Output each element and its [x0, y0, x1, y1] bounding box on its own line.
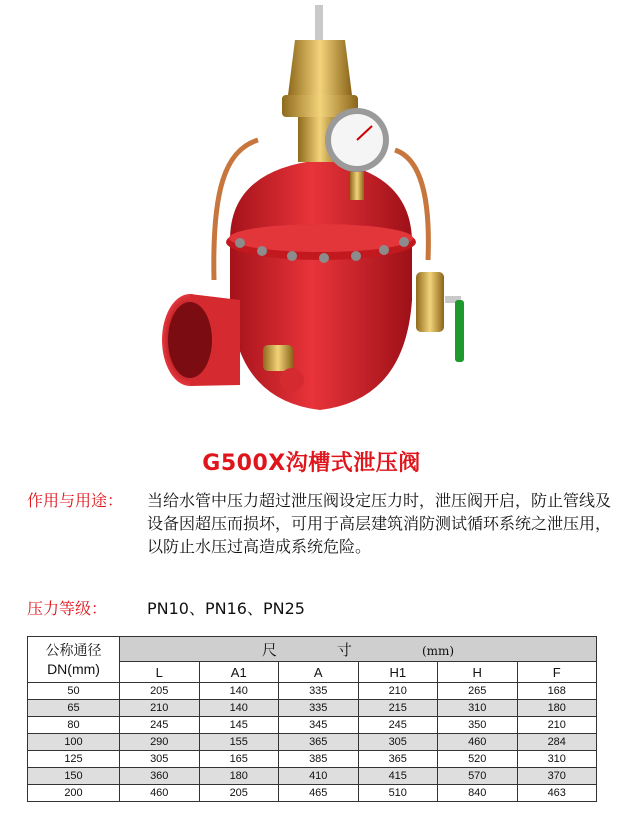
- dn-cell: 80: [28, 717, 120, 734]
- column-header: H1: [358, 662, 438, 683]
- table-cell: 415: [358, 768, 438, 785]
- table-cell: 140: [199, 683, 279, 700]
- table-cell: 168: [517, 683, 597, 700]
- table-cell: 570: [438, 768, 518, 785]
- column-header: L: [120, 662, 200, 683]
- table-cell: 245: [358, 717, 438, 734]
- dn-cell: 65: [28, 700, 120, 717]
- table-row: [28, 734, 597, 751]
- table-row: [28, 785, 597, 802]
- table-cell: 520: [438, 751, 518, 768]
- table-cell: 365: [279, 734, 359, 751]
- column-header: H: [438, 662, 518, 683]
- table-cell: 335: [279, 700, 359, 717]
- table-row: [28, 717, 597, 734]
- table-cell: 460: [120, 785, 200, 802]
- table-cell: 180: [517, 700, 597, 717]
- table-cell: 335: [279, 683, 359, 700]
- usage-label: 作用与用途：: [27, 491, 124, 510]
- table-cell: 465: [279, 785, 359, 802]
- pressure-label: 压力等级：: [27, 599, 108, 618]
- column-header: F: [517, 662, 597, 683]
- table-cell: 350: [438, 717, 518, 734]
- table-cell: 310: [438, 700, 518, 717]
- table-cell: 360: [120, 768, 200, 785]
- pressure-section: [27, 597, 305, 620]
- table-cell: 305: [358, 734, 438, 751]
- table-cell: 165: [199, 751, 279, 768]
- table-cell: 210: [517, 717, 597, 734]
- table-cell: 460: [438, 734, 518, 751]
- usage-text: 当给水管中压力超过泄压阀设定压力时，泄压阀开启，防止管线及设备因超压而损坏，可用于高层建筑消防测试循环系统之泄压用，以防止水压过高造成系统危险。: [147, 491, 612, 556]
- table-row: [28, 700, 597, 717]
- dn-cell: 200: [28, 785, 120, 802]
- dn-cell: 100: [28, 734, 120, 751]
- table-cell: 840: [438, 785, 518, 802]
- valve-image: [150, 0, 470, 430]
- table-cell: 310: [517, 751, 597, 768]
- size-header: 尺寸 (mm): [120, 637, 597, 662]
- table-cell: 215: [358, 700, 438, 717]
- table-cell: 510: [358, 785, 438, 802]
- table-cell: 365: [358, 751, 438, 768]
- dimension-table: [27, 636, 597, 802]
- table-cell: 210: [358, 683, 438, 700]
- table-cell: 210: [120, 700, 200, 717]
- table-cell: 155: [199, 734, 279, 751]
- table-cell: 463: [517, 785, 597, 802]
- table-cell: 245: [120, 717, 200, 734]
- table-cell: 145: [199, 717, 279, 734]
- pressure-value: PN10、PN16、PN25: [147, 599, 305, 618]
- column-header: A1: [199, 662, 279, 683]
- usage-section: [27, 489, 617, 558]
- table-cell: 284: [517, 734, 597, 751]
- dn-cell: 50: [28, 683, 120, 700]
- table-cell: 385: [279, 751, 359, 768]
- table-cell: 345: [279, 717, 359, 734]
- table-cell: 265: [438, 683, 518, 700]
- table-cell: 180: [199, 768, 279, 785]
- product-title: G500X沟槽式泄压阀: [202, 451, 421, 476]
- table-cell: 410: [279, 768, 359, 785]
- dn-cell: 150: [28, 768, 120, 785]
- table-cell: 205: [199, 785, 279, 802]
- table-cell: 305: [120, 751, 200, 768]
- dn-cell: 125: [28, 751, 120, 768]
- table-row: [28, 751, 597, 768]
- table-row: [28, 768, 597, 785]
- table-row: [28, 683, 597, 700]
- table-cell: 370: [517, 768, 597, 785]
- column-header: A: [279, 662, 359, 683]
- table-cell: 290: [120, 734, 200, 751]
- table-cell: 205: [120, 683, 200, 700]
- table-cell: 140: [199, 700, 279, 717]
- dn-header: 公称通径 DN(mm): [28, 637, 120, 683]
